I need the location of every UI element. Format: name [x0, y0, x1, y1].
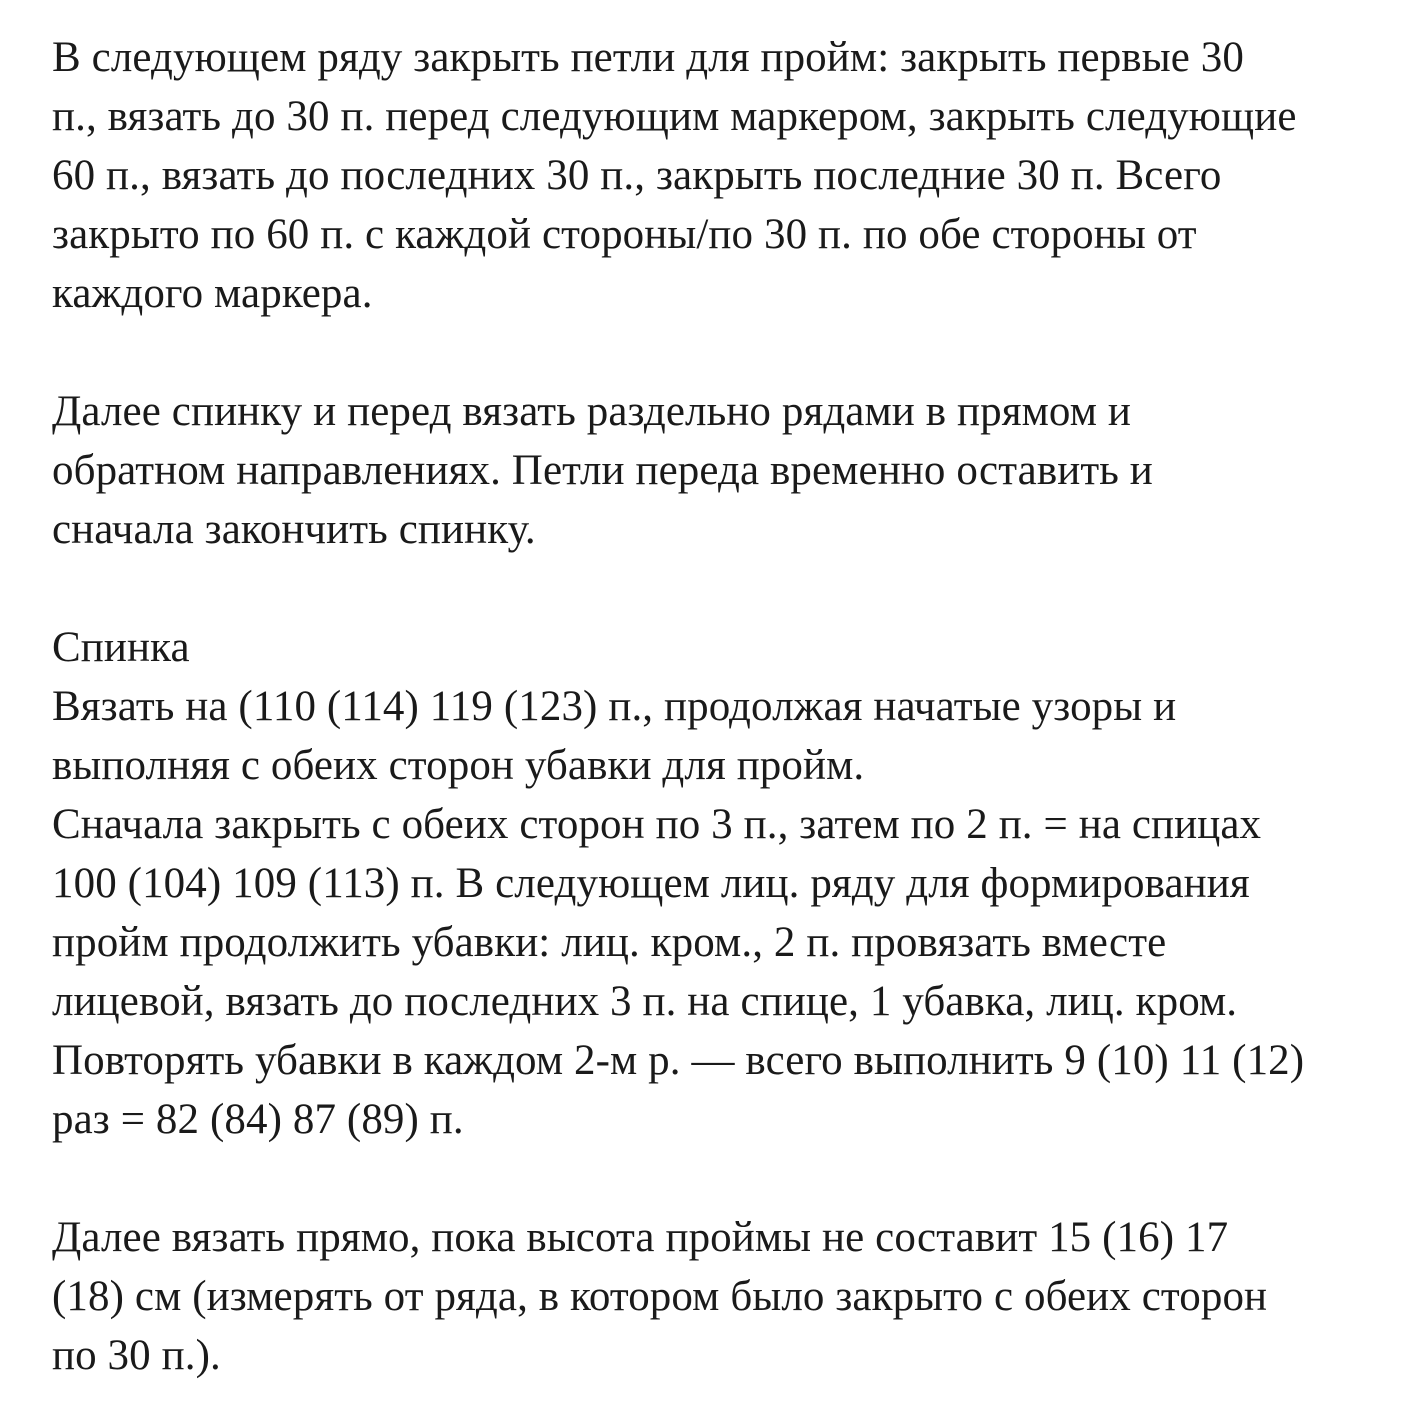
paragraph-armhole-bind-off — [52, 28, 1392, 323]
text-line: 100 (104) 109 (113) п. В следующем лиц. ряду для формирования — [52, 860, 1250, 907]
paragraph-armhole-height — [52, 1208, 1392, 1385]
text-line: Вязать на (110 (114) 119 (123) п., продолжая начатые узоры и — [52, 683, 1177, 730]
paragraph-spacer — [52, 1149, 1392, 1208]
paragraph-spacer — [52, 323, 1392, 382]
section-heading: Спинка — [52, 624, 190, 671]
text-line: лицевой, вязать до последних 3 п. на спице, 1 убавка, лиц. кром. — [52, 978, 1238, 1025]
document-page — [52, 28, 1392, 1385]
text-line: сначала закончить спинку. — [52, 506, 536, 553]
text-line: Сначала закрыть с обеих сторон по 3 п., затем по 2 п. = на спицах — [52, 801, 1262, 848]
text-line: Далее вязать прямо, пока высота проймы не составит 15 (16) 17 — [52, 1214, 1229, 1261]
text-line: выполняя с обеих сторон убавки для пройм. — [52, 742, 865, 789]
text-line: закрыто по 60 п. с каждой стороны/по 30 п. по обе стороны от — [52, 211, 1197, 258]
text-line: по 30 п.). — [52, 1332, 221, 1379]
paragraph-separate-work — [52, 382, 1392, 559]
text-line: раз = 82 (84) 87 (89) п. — [52, 1096, 464, 1143]
text-line: 60 п., вязать до последних 30 п., закрыть последние 30 п. Всего — [52, 152, 1222, 199]
text-line: каждого маркера. — [52, 270, 373, 317]
text-line: обратном направлениях. Петли переда временно оставить и — [52, 447, 1153, 494]
text-line: Далее спинку и перед вязать раздельно рядами в прямом и — [52, 388, 1131, 435]
text-line: Повторять убавки в каждом 2-м р. — всего выполнить 9 (10) 11 (12) — [52, 1037, 1305, 1084]
text-line: пройм продолжить убавки: лиц. кром., 2 п. провязать вместе — [52, 919, 1167, 966]
text-line: В следующем ряду закрыть петли для пройм: закрыть первые 30 — [52, 34, 1244, 81]
section-back — [52, 618, 1392, 1149]
text-line: п., вязать до 30 п. перед следующим маркером, закрыть следующие — [52, 93, 1297, 140]
paragraph-spacer — [52, 559, 1392, 618]
text-line: (18) см (измерять от ряда, в котором было закрыто с обеих сторон — [52, 1273, 1268, 1320]
